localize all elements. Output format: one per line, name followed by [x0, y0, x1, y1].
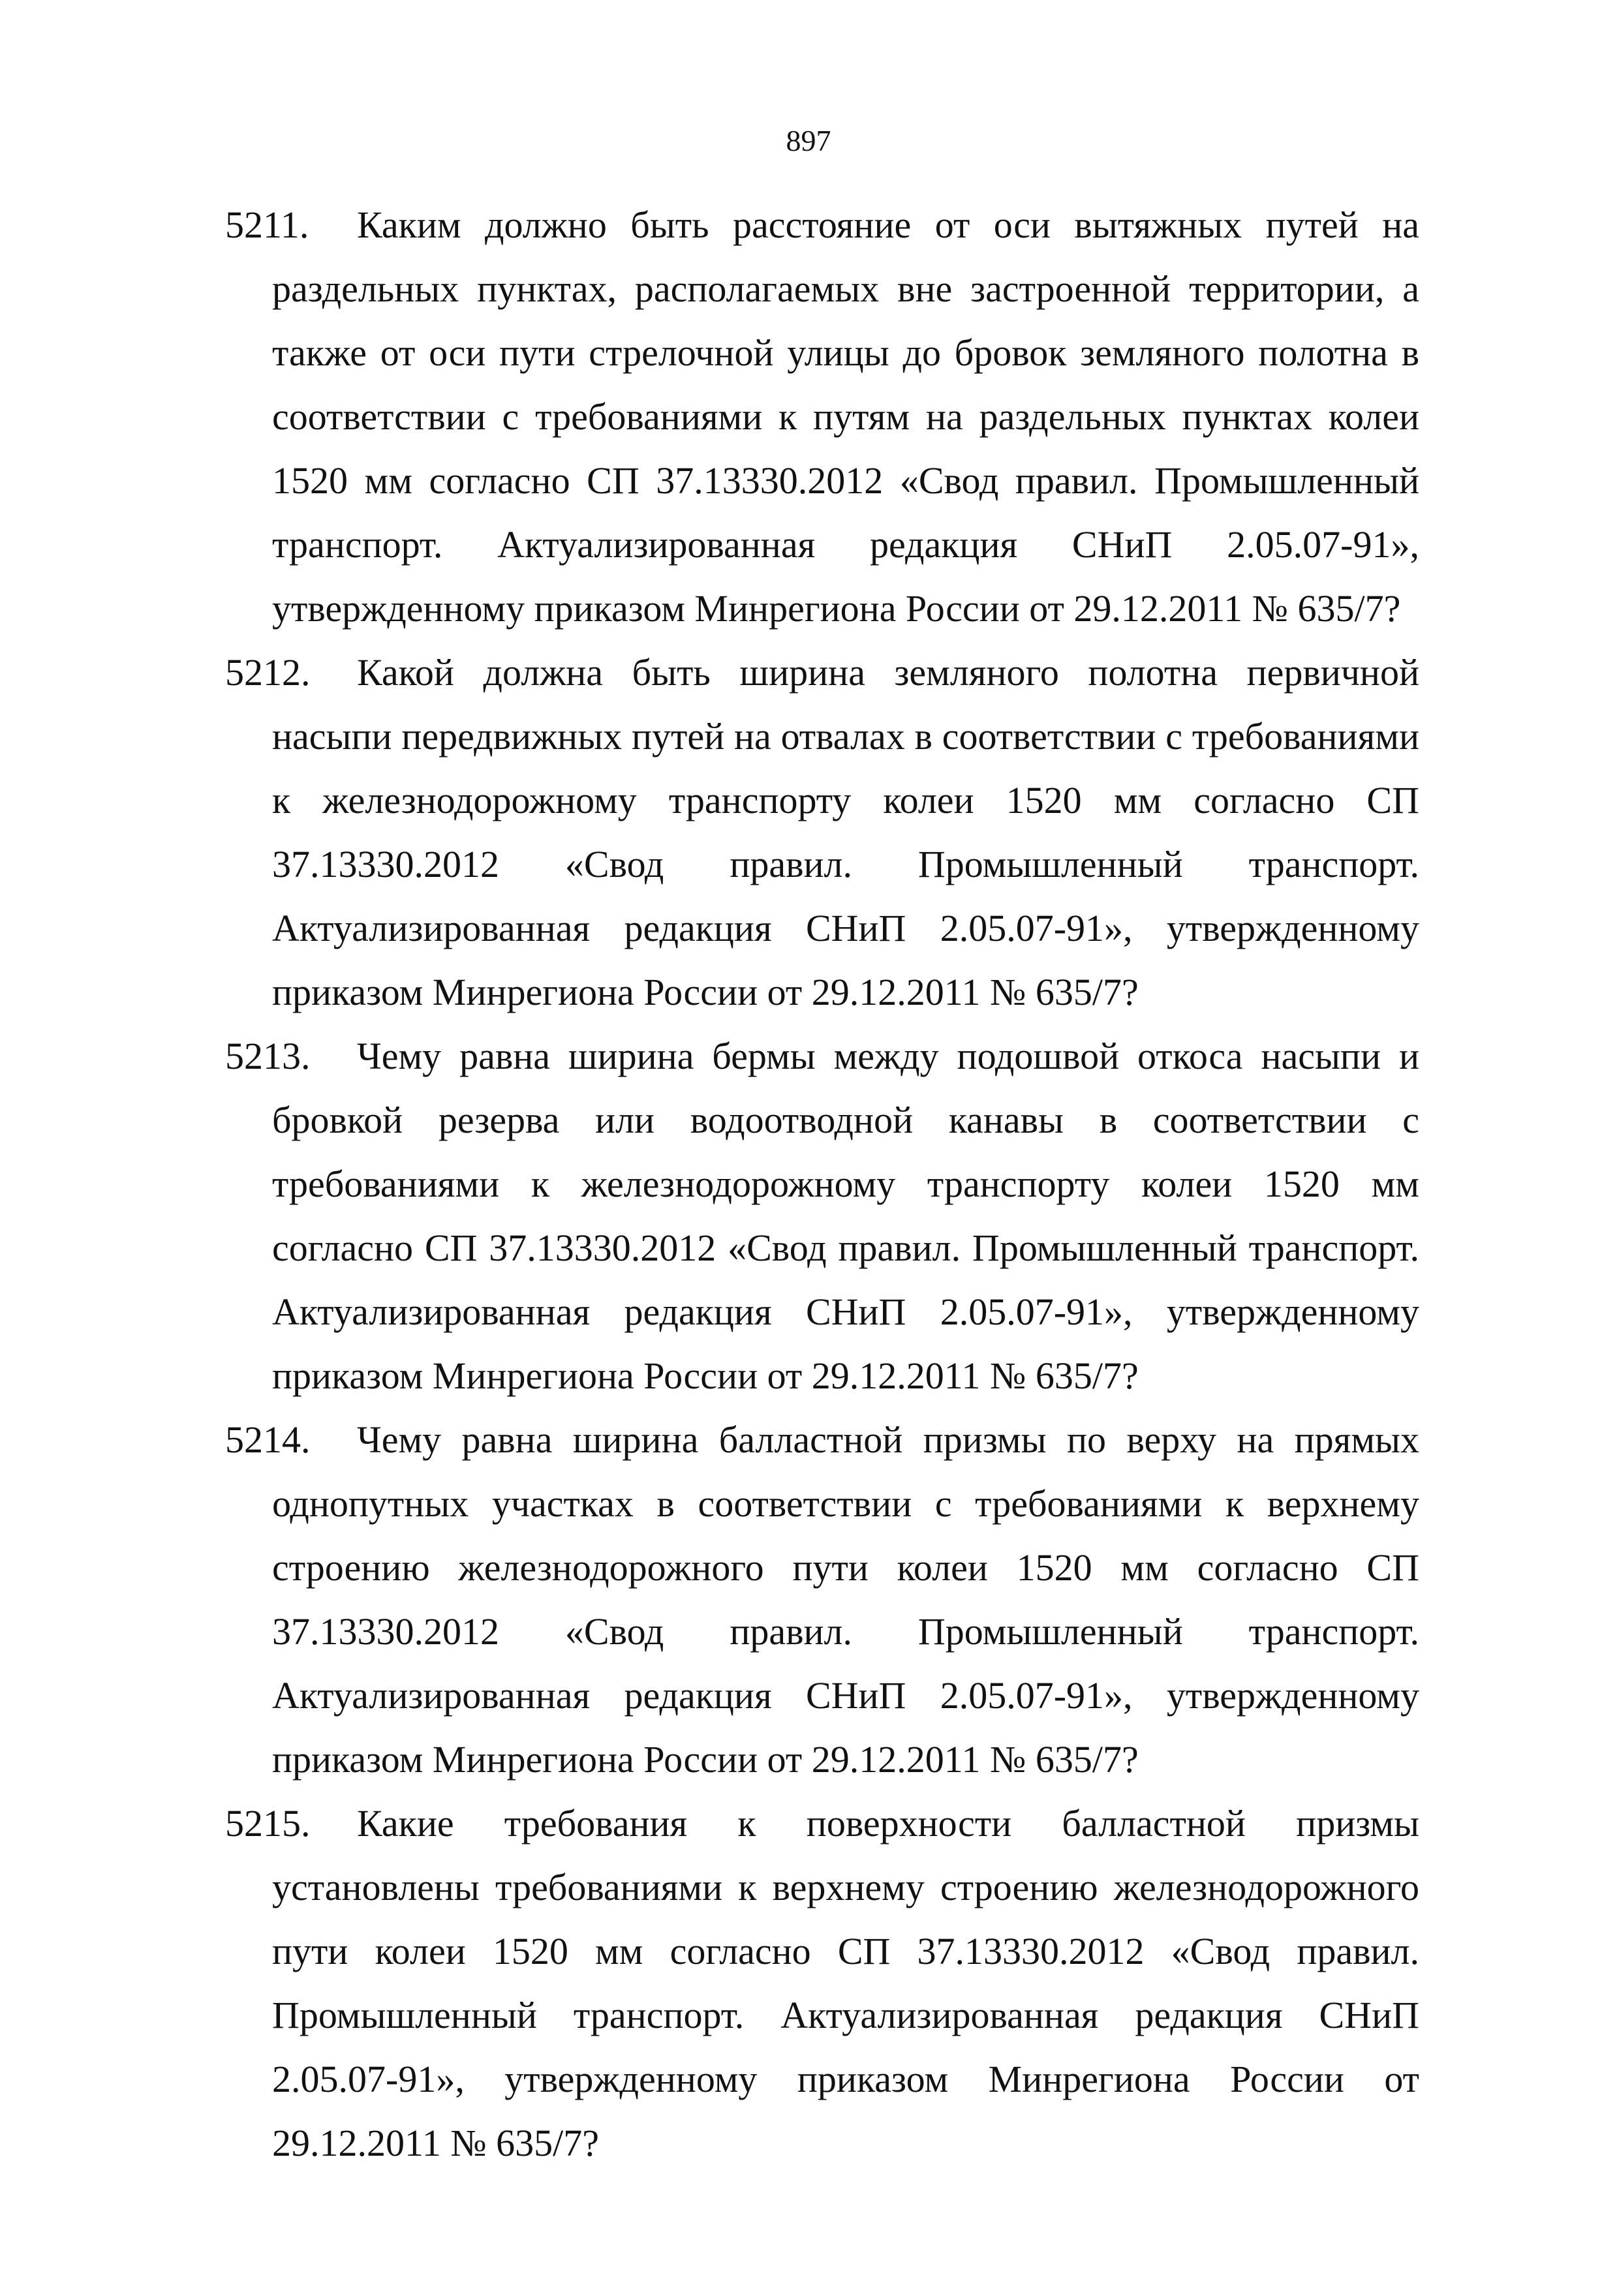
question-item-5212: [225, 641, 1419, 1024]
question-text: Какой должна быть ширина земляного полотна первичной насыпи передвижных путей на отвалах в соответствии с требованиями к железнодорожному транспорту колеи 1520 мм согласно СП 37.13330.2012 «Свод правил. Промышленный транспорт. Актуализированная редакция СНиП 2.05.07-91», утвержденному приказом Минрегиона России от 29.12.2011 № 635/7?: [272, 651, 1419, 1013]
question-number: 5213.: [225, 1035, 311, 1077]
question-text: Каким должно быть расстояние от оси вытяжных путей на раздельных пунктах, располагаемых вне застроенной территории, а также от оси пути стрелочной улицы до бровок земляного полотна в соответствии с требованиями к путям на раздельных пунктах колеи 1520 мм согласно СП 37.13330.2012 «Свод правил. Промышленный транспорт. Актуализированная редакция СНиП 2.05.07-91», утвержденному приказом Минрегиона России от 29.12.2011 № 635/7?: [272, 204, 1419, 630]
question-number: 5215.: [225, 1802, 311, 1844]
question-item-5215: [225, 1792, 1419, 2175]
question-list: [225, 193, 1419, 2175]
question-number: 5212.: [225, 651, 311, 694]
question-text: Чему равна ширина бермы между подошвой откоса насыпи и бровкой резерва или водоотводной канавы в соответствии с требованиями к железнодорожному транспорту колеи 1520 мм согласно СП 37.13330.2012 «Свод правил. Промышленный транспорт. Актуализированная редакция СНиП 2.05.07-91», утвержденному приказом Минрегиона России от 29.12.2011 № 635/7?: [272, 1035, 1419, 1397]
page-number: 897: [786, 124, 831, 157]
question-text: Чему равна ширина балластной призмы по верху на прямых однопутных участках в соответствии с требованиями к верхнему строению железнодорожного пути колеи 1520 мм согласно СП 37.13330.2012 «Свод правил. Промышленный транспорт. Актуализированная редакция СНиП 2.05.07-91», утвержденному приказом Минрегиона России от 29.12.2011 № 635/7?: [272, 1418, 1419, 1781]
question-text: Какие требования к поверхности балластной призмы установлены требованиями к верхнему строению железнодорожного пути колеи 1520 мм согласно СП 37.13330.2012 «Свод правил. Промышленный транспорт. Актуализированная редакция СНиП 2.05.07-91», утвержденному приказом Минрегиона России от 29.12.2011 № 635/7?: [272, 1802, 1419, 2164]
question-item-5214: [225, 1408, 1419, 1792]
question-number: 5211.: [225, 204, 309, 246]
question-item-5211: [225, 193, 1419, 641]
question-item-5213: [225, 1024, 1419, 1408]
question-number: 5214.: [225, 1418, 311, 1461]
